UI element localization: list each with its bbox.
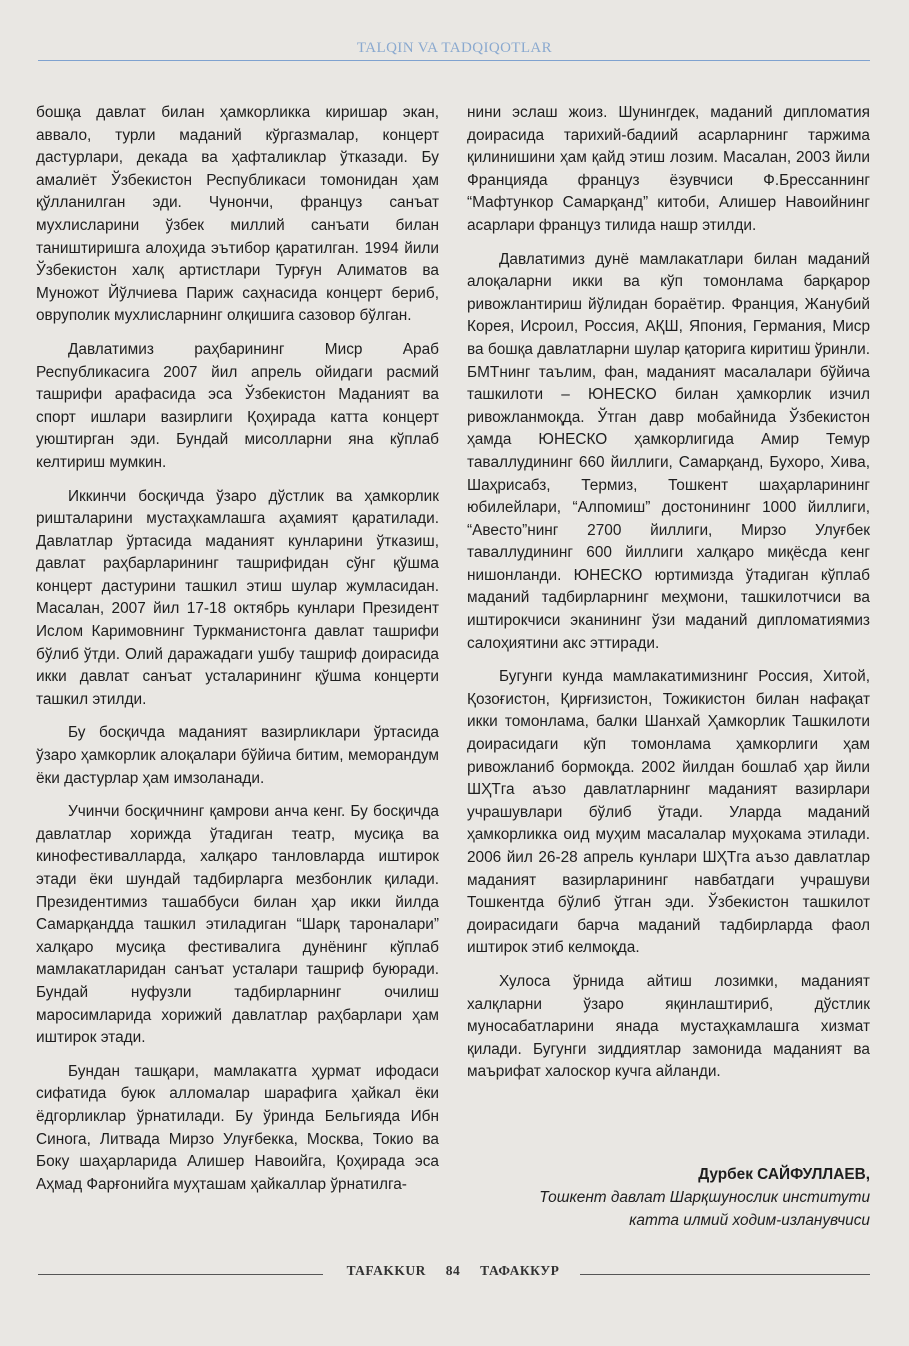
author-affiliation-line2: катта илмий ходим-изланувчиси (629, 1212, 870, 1229)
footer-text (328, 1263, 578, 1279)
paragraph: Учинчи босқичнинг қамрови анча кенг. Бу босқичда давлатлар хорижда ўтадиган театр, мусиқа ва кинофестивалларда, халқаро танловларда иштирок этади ёки шундай тадбирларга мезбонлик қилади. Президентимиз ташаббуси билан ҳар икки йилда Самарқандда ташкил этиладиган “Шарқ тароналари” халқаро мусиқа фестивалига дунёнинг кўплаб мамлакатларидан санъат усталари ташриф буюради. Бундай нуфузли тадбирларнинг очилиш маросимларида хорижий давлатлар раҳбарлари ҳам иштирок этади. (36, 803, 439, 1047)
footer-right-label: ТАФАККУР (480, 1263, 560, 1278)
paragraph: Бу босқичда маданият вазирликлари ўртасида ўзаро ҳамкорлик алоқалари бўйича битим, меморандум ёки дастурлар ҳам имзоланади. (36, 724, 439, 787)
section-title: TALQIN VA TADQIQOTLAR (356, 40, 553, 56)
author-affiliation-line1: Тошкент давлат Шарқшунослик институти (539, 1189, 870, 1206)
paragraph: Иккинчи босқичда ўзаро дўстлик ва ҳамкорлик ришталарини мустаҳкамлашга аҳамият қаратилади. Давлатлар ўртасида маданият кунларини ўтказиш, давлат раҳбарларининг ташрифидан сўнг қўшма концерт дастурини ташкил этиш шулар жумласидан. Масалан, 2007 йил 17-18 октябрь кунлари Президент Ислом Каримовнинг Туркманистонга давлат ташрифи бўлиб ўтди. Олий даражадаги ушбу ташриф доирасида икки давлат санъат усталарининг қўшма концерти ташкил этилди. (36, 487, 439, 708)
footer-left-label: TAFAKKUR (346, 1263, 426, 1278)
header-rule (38, 60, 870, 61)
author-name: Дурбек САЙФУЛЛАЕВ, (698, 1166, 870, 1183)
paragraph: Бугунги кунда мамлакатимизнинг Россия, Хитой, Қозоғистон, Қирғизистон, Тожикистон билан нафақат икки томонлама, балки Шанхай Ҳамкорлик Ташкилоти доирасидаги кўп томонлама ҳамкорлиги ҳам ривожланиб бормоқда. 2002 йилдан бошлаб ҳар йили ШҲТга аъзо давлатларнинг маданият вазирлари учрашувлари бўлиб ўтади. Уларда маданий ҳамкорликка оид муҳим масалалар муҳокама этилади. 2006 йил 26-28 апрель кунлари ШҲТга аъзо давлатлар маданият вазирларининг навбатдаги учрашуви Тошкентда бўлиб ўтган эди. Ўзбекистон ташкилот доирасидаги барча маданий тадбирларда фаол иштирок этиб келмоқда. (467, 668, 870, 957)
footer-rule-left (38, 1274, 323, 1275)
left-column (36, 102, 439, 1196)
paragraph: Давлатимиз раҳбарининг Миср Араб Республикасига 2007 йил апрель ойидаги расмий ташрифи арафасида эса Ўзбекистон Маданият ва спорт ишлари вазирлиги Қоҳирада катта концерт уюштирган эди. Бундай мисолларни яна кўплаб келтириш мумкин. (36, 340, 439, 471)
page-number: 84 (445, 1263, 461, 1278)
right-column (467, 102, 870, 1084)
author-signature (467, 1163, 870, 1232)
paragraph: нини эслаш жоиз. Шунингдек, маданий дипломатия доирасида тарихий-бадиий асарларнинг таржима қилинишини ҳам қайд этиш лозим. Масалан, 2003 йили Францияда француз ёзувчиси Ф.Брессаннинг “Мафтункор Самарқанд” китоби, Алишер Навоийнинг асарлари француз тилида нашр этилди. (467, 104, 870, 234)
paragraph: Бундан ташқари, мамлакатга ҳурмат ифодаси сифатида буюк алломалар шарафига ҳайкал ёки ёдгорликлар ўрнатилади. Бу ўринда Бельгияда Ибн Синога, Литвада Мирзо Улуғбекка, Москва, Токио ва Боку шаҳарларида Алишер Навоийга, Қоҳирада эса Аҳмад Фарғонийга муҳташам ҳайкаллар ўрнатилга- (36, 1062, 439, 1193)
paragraph: бошқа давлат билан ҳамкорликка киришар экан, аввало, турли маданий кўргазмалар, концерт дастурлари, декада ва ҳафталиклар ўтказади. Бу амалиёт Ўзбекистон Республикаси томонидан ҳам қўлланилган эди. Чунончи, француз санъат мухлисларини ўзбек миллий санъати билан таништиришга алоҳида эътибор қаратилган. 1994 йили Ўзбекистон халқ артистлари Турғун Алиматов ва Муножот Йўлчиева Париж саҳнасида концерт бериб, овруполик мухлисларнинг олқишига сазовор бўлган. (36, 104, 439, 325)
page-footer (38, 1263, 870, 1285)
footer-rule-right (580, 1274, 870, 1275)
paragraph: Хулоса ўрнида айтиш лозимки, маданият халқларни ўзаро яқинлаштириб, дўстлик муносабатларини янада мустаҳкамлашга хизмат қилади. Бугунги зиддиятлар замонида маданият ва маърифат халоскор кучга айланди. (467, 972, 870, 1081)
paragraph: Давлатимиз дунё мамлакатлари билан маданий алоқаларни икки ва кўп томонлама барқарор ривожлантириш йўлидан бораётир. Франция, Жанубий Корея, Исроил, Россия, АҚШ, Япония, Германия, Миср ва бошқа давлатларни шулар қаторига киритиш ўринли. БМТнинг таълим, фан, маданият масалалари бўйича ташкилоти – ЮНЕСКО билан ҳамкорлик изчил ривожланмоқда. Ўтган давр мобайнида Ўзбекистон ҳамда ЮНЕСКО ҳамкорлигида Амир Темур таваллудининг 660 йиллиги, Самарқанд, Бухоро, Хива, Шаҳрисабз, Термиз, Тошкент шаҳарларининг юбилейлари, “Алпомиш” достонининг 1000 йиллиги, “Авесто”нинг 2700 йиллиги, Мирзо Улуғбек таваллудининг 600 йиллиги халқаро миқёсда кенг нишонланди. ЮНЕСКО юртимизда ўтадиган кўплаб маданий тадбирларнинг меҳмони, ташкилотчиси ва иштирокчиси эканининг ўзи маданий дипломатиямиз салоҳиятини акс эттиради. (467, 250, 870, 652)
